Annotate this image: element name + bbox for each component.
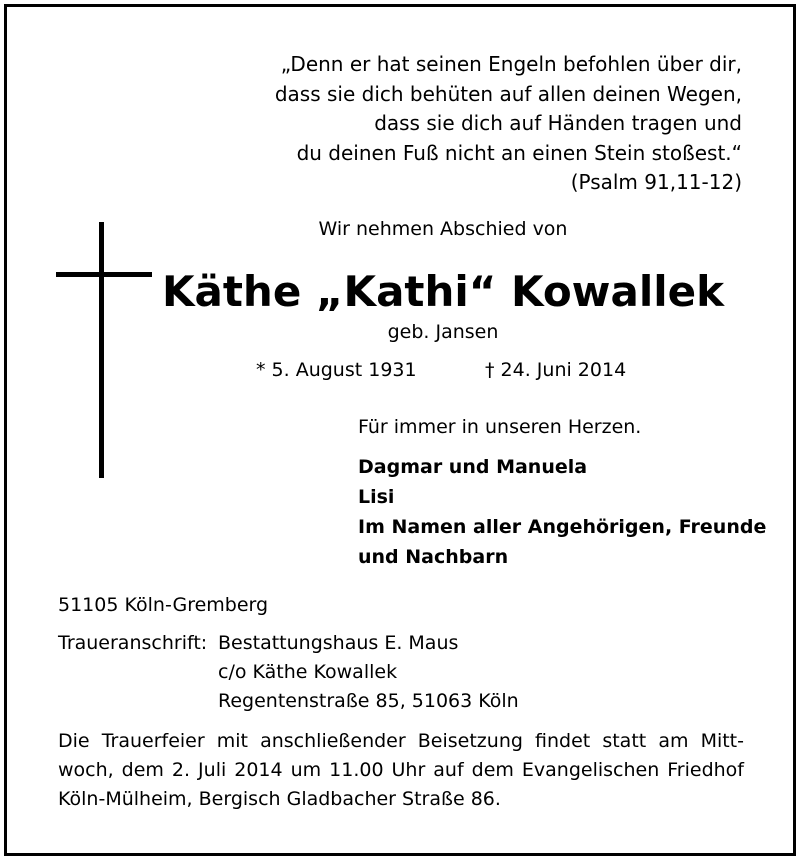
motto: Für immer in unseren Herzen.: [358, 416, 642, 438]
mourning-address: [58, 629, 519, 716]
mourner-line: Im Namen aller Angehörigen, Freunde: [358, 516, 767, 538]
funeral-notice: [58, 727, 744, 814]
address-line: Bestattungshaus E. Maus: [218, 632, 459, 654]
cross-vertical-bar: [99, 222, 104, 478]
birth-date: * 5. August 1931: [256, 359, 417, 381]
quote-line: dass sie dich behüten auf allen deinen Wegen,: [274, 81, 742, 106]
quote-line: „Denn er hat seinen Engeln befohlen über dir,: [280, 52, 742, 76]
birth-name: geb. Jansen: [387, 321, 499, 343]
mourners-list: [358, 452, 766, 572]
location: 51105 Köln-Gremberg: [58, 594, 269, 616]
address-line: Regentenstraße 85, 51063 Köln: [218, 690, 519, 712]
funeral-line: Die Trauerfeier mit anschließender Beisetzung findet statt am Mitt-: [58, 730, 744, 752]
bible-quote: [182, 50, 742, 198]
mourner-line: Dagmar und Manuela: [358, 456, 588, 478]
quote-line: dass sie dich auf Händen tragen und: [374, 111, 742, 135]
deceased-name: Käthe „Kathi“ Kowallek: [161, 267, 725, 316]
quote-source: (Psalm 91,11-12): [570, 170, 742, 194]
address-line: c/o Käthe Kowallek: [218, 661, 398, 683]
farewell-intro: Wir nehmen Abschied von: [318, 218, 568, 240]
mourner-line: Lisi: [358, 486, 395, 508]
quote-line: du deinen Fuß nicht an einen Stein stoßest.“: [296, 140, 742, 165]
address-label: Traueranschrift:: [58, 632, 208, 654]
mourner-line: und Nachbarn: [358, 546, 509, 568]
funeral-line: woch, dem 2. Juli 2014 um 11.00 Uhr auf dem Evangelischen Friedhof: [58, 759, 744, 781]
funeral-line: Köln-Mülheim, Bergisch Gladbacher Straße 86.: [58, 788, 501, 810]
death-date: † 24. Juni 2014: [485, 359, 627, 381]
